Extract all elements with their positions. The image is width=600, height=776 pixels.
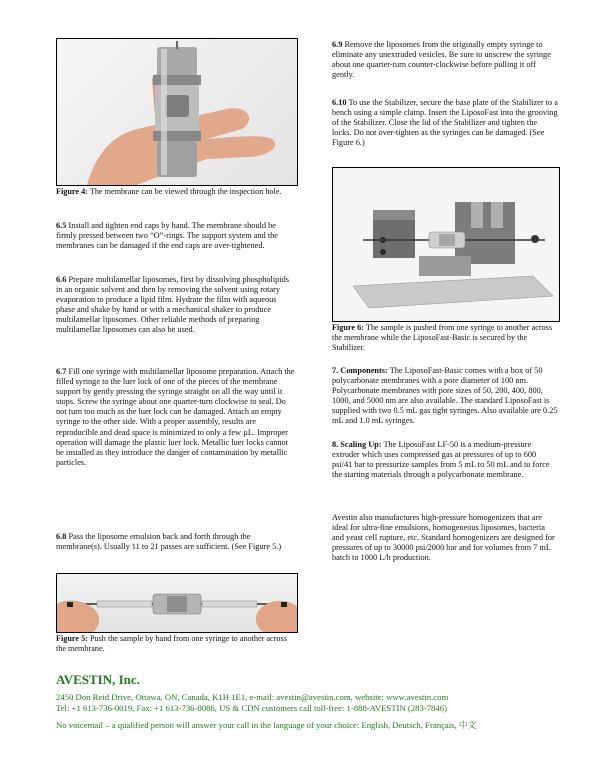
figure-4-photo [56,38,298,186]
section-7-text: The LiposoFast-Basic comes with a box of 50 polycarbonate membranes with a pore diameter of 100 nm. Polycarbonate membranes with pore sizes of 50, 200, 400, 800, 1000, and 5000 nm are also available. The standard LiposoFast is supplied with two 0.5 mL gas tight syringes. Also available are 0.25 mL and 1.0 mL syringes. [332,366,558,426]
company-name: AVESTIN, Inc. [56,672,140,687]
section-homogenizers [332,513,558,563]
figure-6-label: Figure 6: [332,323,364,332]
figure-4-text: The membrane can be viewed through the inspection hole. [87,187,282,196]
figure-5-photo [56,573,298,633]
figure-6-caption [332,323,558,353]
figure-5-label: Figure 5: [56,634,88,643]
voicemail-note: No voicemail – a qualified person will answer your call in the language of your choice: English, Deutsch, Français, 中文 [56,720,477,730]
section-6-8-num: 6.8 [56,532,67,541]
figure-6-text: The sample is pushed from one syringe to another across the membrane while the LiposoFast-Basic is secured by the Stabilizer. [332,323,553,352]
figure-4-caption [56,187,296,197]
section-6-9-num: 6.9 [332,40,343,49]
section-6-10-text: To use the Stabilizer, secure the base plate of the Stabilizer to a bench using a simple clamp. Insert the LiposoFast into the grooving of the Stabilizer. Close the lid of the Stabilizer and tighten the locks. Do not over-tighten as the syringes can be damaged. (See Figure 6.) [332,98,558,148]
section-6-7-num: 6.7 [56,367,67,376]
section-7-num: 7. Components: [332,366,388,375]
figure-5-text: Push the sample by hand from one syringe to another across the membrane. [56,634,287,653]
section-6-7 [56,367,296,468]
section-6-5-num: 6.5 [56,221,67,230]
section-6-7-text: Fill one syringe with multilamellar liposome preparation. Attach the filled syringe to the luer lock of one of the pieces of the membrane support by gently pressing the syringe straight on all the way until it stops. Screw the syringe about one quarter-turn clockwise to seal. Do not turn too much as the luer lock can be damaged. Attach an empty syringe to the other side. With a proper assembly, results are reproducible and dead space is minimized to only a few µL. Improper operation will damage the plastic luer lock. Metallic luer locks cannot be installed as they introduce the danger of contamination by metallic particles. [56,367,295,467]
section-8-num: 8. Scaling Up: [332,440,382,449]
company-address: 2450 Don Reid Drive, Ottawa, ON, Canada, K1H 1E1, e-mail: avestin@avestin.com, website: www.avestin.com [56,692,449,702]
section-8-scaling-up [332,440,558,480]
section-6-8 [56,532,296,552]
homogenizers-text: Avestin also manufactures high-pressure homogenizers that are ideal for ultra-fine emulsions, homogeneous liposomes, bacteria and yeast cell rupture, etc. Standard homogenizers are designed for pressures of up to 30000 psi/2000 bar and for volumes from 7 mL batch to 1000 L/h production. [332,513,555,563]
figure-6-photo [332,167,560,322]
section-6-9 [332,40,558,80]
section-6-9-text: Remove the liposomes from the originally empty syringe to eliminate any unextruded vesicles. Be sure to unscrew the syringe about one quarter-turn counter-clockwise before pulling it off gently. [332,40,551,80]
section-8-text: The LiposoFast LF-50 is a medium-pressure extruder which uses compressed gas at pressures of up to 600 psi/41 bar to pressurize samples from 5 mL to 50 mL and to force the starting materials through a polycarbonate membrane. [332,440,550,480]
section-6-5 [56,221,296,251]
section-6-10 [332,98,558,148]
figure-4-label: Figure 4: [56,187,88,196]
section-7-components [332,366,558,427]
section-6-6-num: 6.6 [56,275,67,284]
section-6-5-text: Install and tighten end caps by hand. The membrane should be firmly pressed between two “O”-rings. The support system and the membranes can be damaged if the end caps are over-tightened. [56,221,278,251]
section-6-6 [56,275,296,336]
section-6-6-text: Prepare multilamellar liposomes, first by dissolving phospholipids in an organic solvent and then by removing the solvent using rotary evaporation to produce a lipid film. Hydrate the film with aqueous phase and shake by hand or with a mechanical shaker to produce multilamellar liposomes. Other reliable methods of preparing multilamellar liposomes can also be used. [56,275,289,335]
footer [56,672,556,731]
figure-5-caption [56,634,296,654]
company-phone: Tel: +1 613-736-0019, Fax: +1 613-736-8086, US & CDN customers call toll-free: 1-888-AVESTIN (283-7846) [56,702,447,713]
section-6-8-text: Pass the liposome emulsion back and forth through the membrane(s). Usually 11 to 21 passes are sufficient. (See Figure 5.) [56,532,282,552]
section-6-10-num: 6.10 [332,98,347,107]
